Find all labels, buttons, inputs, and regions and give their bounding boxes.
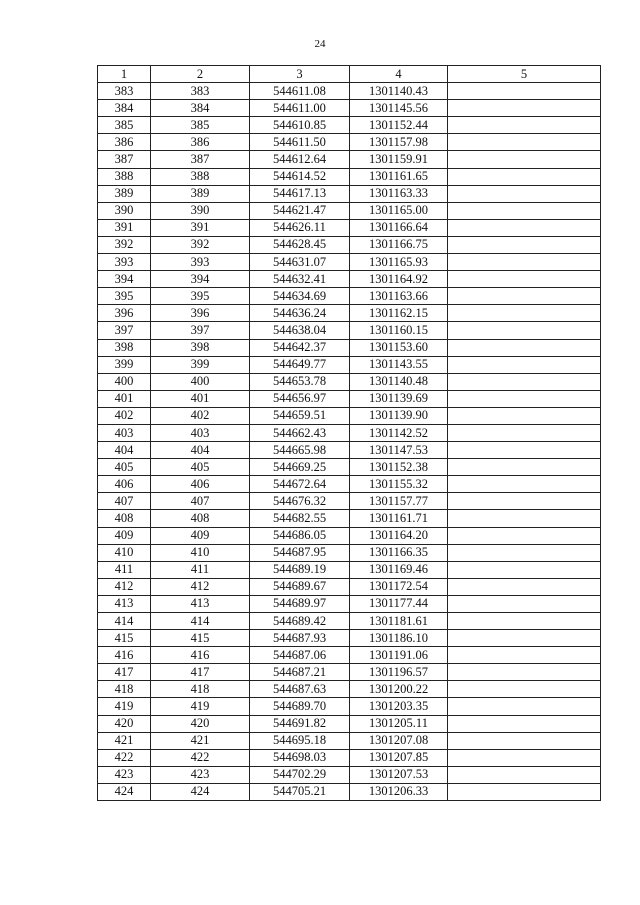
- page-number: 24: [314, 38, 326, 50]
- note-cell: [448, 100, 601, 117]
- point-number-cell: 390: [98, 202, 151, 219]
- point-number-cell: 393: [98, 254, 151, 271]
- vertex-number-cell: 390: [151, 202, 250, 219]
- x-coordinate-cell: 544653.78: [250, 373, 350, 390]
- table-row: [98, 322, 601, 339]
- point-number-cell: 396: [98, 305, 151, 322]
- table-row: [98, 578, 601, 595]
- note-cell: [448, 647, 601, 664]
- note-cell: [448, 613, 601, 630]
- table-row: [98, 236, 601, 253]
- x-coordinate-cell: 544689.19: [250, 561, 350, 578]
- point-number-cell: 392: [98, 236, 151, 253]
- y-coordinate-cell: 1301207.08: [350, 732, 448, 749]
- vertex-number-cell: 422: [151, 749, 250, 766]
- note-cell: [448, 732, 601, 749]
- table-row: [98, 100, 601, 117]
- x-coordinate-cell: 544628.45: [250, 236, 350, 253]
- x-coordinate-cell: 544610.85: [250, 117, 350, 134]
- table-row: [98, 476, 601, 493]
- point-number-cell: 420: [98, 715, 151, 732]
- vertex-number-cell: 421: [151, 732, 250, 749]
- point-number-cell: 394: [98, 271, 151, 288]
- y-coordinate-cell: 1301200.22: [350, 681, 448, 698]
- vertex-number-cell: 405: [151, 459, 250, 476]
- point-number-cell: 407: [98, 493, 151, 510]
- note-cell: [448, 595, 601, 612]
- point-number-cell: 384: [98, 100, 151, 117]
- point-number-cell: 386: [98, 134, 151, 151]
- vertex-number-cell: 423: [151, 766, 250, 783]
- y-coordinate-cell: 1301191.06: [350, 647, 448, 664]
- column-header-4: 4: [350, 66, 448, 83]
- y-coordinate-cell: 1301169.46: [350, 561, 448, 578]
- note-cell: [448, 442, 601, 459]
- point-number-cell: 401: [98, 390, 151, 407]
- table-row: [98, 681, 601, 698]
- point-number-cell: 398: [98, 339, 151, 356]
- point-number-cell: 419: [98, 698, 151, 715]
- y-coordinate-cell: 1301145.56: [350, 100, 448, 117]
- x-coordinate-cell: 544676.32: [250, 493, 350, 510]
- table-body: [98, 83, 601, 801]
- table-row: [98, 749, 601, 766]
- vertex-number-cell: 385: [151, 117, 250, 134]
- y-coordinate-cell: 1301207.53: [350, 766, 448, 783]
- table-row: [98, 595, 601, 612]
- note-cell: [448, 271, 601, 288]
- table-row: [98, 424, 601, 441]
- column-header-1: 1: [98, 66, 151, 83]
- point-number-cell: 413: [98, 595, 151, 612]
- x-coordinate-cell: 544611.00: [250, 100, 350, 117]
- x-coordinate-cell: 544687.63: [250, 681, 350, 698]
- coordinates-table: [97, 65, 601, 801]
- vertex-number-cell: 395: [151, 288, 250, 305]
- point-number-cell: 416: [98, 647, 151, 664]
- table-row: [98, 151, 601, 168]
- y-coordinate-cell: 1301159.91: [350, 151, 448, 168]
- vertex-number-cell: 419: [151, 698, 250, 715]
- y-coordinate-cell: 1301152.44: [350, 117, 448, 134]
- point-number-cell: 387: [98, 151, 151, 168]
- table-row: [98, 83, 601, 100]
- x-coordinate-cell: 544689.67: [250, 578, 350, 595]
- table-row: [98, 544, 601, 561]
- point-number-cell: 410: [98, 544, 151, 561]
- vertex-number-cell: 398: [151, 339, 250, 356]
- point-number-cell: 403: [98, 424, 151, 441]
- vertex-number-cell: 400: [151, 373, 250, 390]
- vertex-number-cell: 384: [151, 100, 250, 117]
- vertex-number-cell: 391: [151, 219, 250, 236]
- table-row: [98, 219, 601, 236]
- y-coordinate-cell: 1301140.48: [350, 373, 448, 390]
- note-cell: [448, 630, 601, 647]
- table-row: [98, 202, 601, 219]
- x-coordinate-cell: 544672.64: [250, 476, 350, 493]
- point-number-cell: 400: [98, 373, 151, 390]
- table-row: [98, 305, 601, 322]
- table-row: [98, 664, 601, 681]
- vertex-number-cell: 407: [151, 493, 250, 510]
- y-coordinate-cell: 1301161.71: [350, 510, 448, 527]
- note-cell: [448, 288, 601, 305]
- point-number-cell: 406: [98, 476, 151, 493]
- y-coordinate-cell: 1301203.35: [350, 698, 448, 715]
- table-row: [98, 390, 601, 407]
- table-row: [98, 613, 601, 630]
- vertex-number-cell: 383: [151, 83, 250, 100]
- point-number-cell: 418: [98, 681, 151, 698]
- table-row: [98, 185, 601, 202]
- vertex-number-cell: 412: [151, 578, 250, 595]
- table-row: [98, 339, 601, 356]
- x-coordinate-cell: 544689.97: [250, 595, 350, 612]
- point-number-cell: 412: [98, 578, 151, 595]
- column-header-3: 3: [250, 66, 350, 83]
- point-number-cell: 391: [98, 219, 151, 236]
- x-coordinate-cell: 544687.93: [250, 630, 350, 647]
- table-row: [98, 561, 601, 578]
- point-number-cell: 389: [98, 185, 151, 202]
- vertex-number-cell: 397: [151, 322, 250, 339]
- note-cell: [448, 544, 601, 561]
- note-cell: [448, 476, 601, 493]
- y-coordinate-cell: 1301140.43: [350, 83, 448, 100]
- note-cell: [448, 305, 601, 322]
- point-number-cell: 423: [98, 766, 151, 783]
- x-coordinate-cell: 544656.97: [250, 390, 350, 407]
- note-cell: [448, 83, 601, 100]
- x-coordinate-cell: 544631.07: [250, 254, 350, 271]
- x-coordinate-cell: 544665.98: [250, 442, 350, 459]
- vertex-number-cell: 413: [151, 595, 250, 612]
- vertex-number-cell: 387: [151, 151, 250, 168]
- table-header-row: [98, 66, 601, 83]
- y-coordinate-cell: 1301161.65: [350, 168, 448, 185]
- x-coordinate-cell: 544687.21: [250, 664, 350, 681]
- y-coordinate-cell: 1301155.32: [350, 476, 448, 493]
- table-row: [98, 271, 601, 288]
- table-row: [98, 373, 601, 390]
- table-row: [98, 442, 601, 459]
- point-number-cell: 408: [98, 510, 151, 527]
- y-coordinate-cell: 1301164.20: [350, 527, 448, 544]
- note-cell: [448, 356, 601, 373]
- note-cell: [448, 373, 601, 390]
- x-coordinate-cell: 544669.25: [250, 459, 350, 476]
- vertex-number-cell: 414: [151, 613, 250, 630]
- x-coordinate-cell: 544687.06: [250, 647, 350, 664]
- x-coordinate-cell: 544695.18: [250, 732, 350, 749]
- x-coordinate-cell: 544611.50: [250, 134, 350, 151]
- y-coordinate-cell: 1301153.60: [350, 339, 448, 356]
- y-coordinate-cell: 1301164.92: [350, 271, 448, 288]
- table-row: [98, 715, 601, 732]
- table-row: [98, 766, 601, 783]
- note-cell: [448, 527, 601, 544]
- x-coordinate-cell: 544617.13: [250, 185, 350, 202]
- x-coordinate-cell: 544626.11: [250, 219, 350, 236]
- note-cell: [448, 698, 601, 715]
- vertex-number-cell: 416: [151, 647, 250, 664]
- note-cell: [448, 151, 601, 168]
- x-coordinate-cell: 544698.03: [250, 749, 350, 766]
- vertex-number-cell: 403: [151, 424, 250, 441]
- x-coordinate-cell: 544682.55: [250, 510, 350, 527]
- table-row: [98, 459, 601, 476]
- x-coordinate-cell: 544638.04: [250, 322, 350, 339]
- note-cell: [448, 664, 601, 681]
- note-cell: [448, 322, 601, 339]
- table-row: [98, 288, 601, 305]
- vertex-number-cell: 418: [151, 681, 250, 698]
- vertex-number-cell: 386: [151, 134, 250, 151]
- point-number-cell: 415: [98, 630, 151, 647]
- point-number-cell: 404: [98, 442, 151, 459]
- vertex-number-cell: 396: [151, 305, 250, 322]
- x-coordinate-cell: 544634.69: [250, 288, 350, 305]
- note-cell: [448, 202, 601, 219]
- note-cell: [448, 407, 601, 424]
- x-coordinate-cell: 544636.24: [250, 305, 350, 322]
- y-coordinate-cell: 1301163.33: [350, 185, 448, 202]
- table-row: [98, 356, 601, 373]
- x-coordinate-cell: 544611.08: [250, 83, 350, 100]
- y-coordinate-cell: 1301160.15: [350, 322, 448, 339]
- table-row: [98, 168, 601, 185]
- note-cell: [448, 339, 601, 356]
- point-number-cell: 385: [98, 117, 151, 134]
- point-number-cell: 383: [98, 83, 151, 100]
- y-coordinate-cell: 1301157.98: [350, 134, 448, 151]
- x-coordinate-cell: 544642.37: [250, 339, 350, 356]
- vertex-number-cell: 409: [151, 527, 250, 544]
- note-cell: [448, 424, 601, 441]
- note-cell: [448, 459, 601, 476]
- note-cell: [448, 185, 601, 202]
- point-number-cell: 388: [98, 168, 151, 185]
- y-coordinate-cell: 1301166.64: [350, 219, 448, 236]
- vertex-number-cell: 417: [151, 664, 250, 681]
- vertex-number-cell: 401: [151, 390, 250, 407]
- point-number-cell: 417: [98, 664, 151, 681]
- y-coordinate-cell: 1301186.10: [350, 630, 448, 647]
- point-number-cell: 411: [98, 561, 151, 578]
- x-coordinate-cell: 544614.52: [250, 168, 350, 185]
- point-number-cell: 399: [98, 356, 151, 373]
- table-row: [98, 254, 601, 271]
- point-number-cell: 397: [98, 322, 151, 339]
- x-coordinate-cell: 544686.05: [250, 527, 350, 544]
- point-number-cell: 421: [98, 732, 151, 749]
- vertex-number-cell: 415: [151, 630, 250, 647]
- y-coordinate-cell: 1301205.11: [350, 715, 448, 732]
- y-coordinate-cell: 1301177.44: [350, 595, 448, 612]
- vertex-number-cell: 389: [151, 185, 250, 202]
- note-cell: [448, 236, 601, 253]
- y-coordinate-cell: 1301207.85: [350, 749, 448, 766]
- table-row: [98, 630, 601, 647]
- note-cell: [448, 578, 601, 595]
- vertex-number-cell: 420: [151, 715, 250, 732]
- x-coordinate-cell: 544621.47: [250, 202, 350, 219]
- x-coordinate-cell: 544702.29: [250, 766, 350, 783]
- note-cell: [448, 134, 601, 151]
- vertex-number-cell: 393: [151, 254, 250, 271]
- point-number-cell: 424: [98, 783, 151, 800]
- vertex-number-cell: 394: [151, 271, 250, 288]
- x-coordinate-cell: 544691.82: [250, 715, 350, 732]
- table-row: [98, 510, 601, 527]
- y-coordinate-cell: 1301166.75: [350, 236, 448, 253]
- table-row: [98, 783, 601, 800]
- note-cell: [448, 390, 601, 407]
- note-cell: [448, 681, 601, 698]
- vertex-number-cell: 408: [151, 510, 250, 527]
- y-coordinate-cell: 1301206.33: [350, 783, 448, 800]
- y-coordinate-cell: 1301166.35: [350, 544, 448, 561]
- note-cell: [448, 715, 601, 732]
- table-row: [98, 493, 601, 510]
- note-cell: [448, 766, 601, 783]
- vertex-number-cell: 388: [151, 168, 250, 185]
- y-coordinate-cell: 1301196.57: [350, 664, 448, 681]
- vertex-number-cell: 406: [151, 476, 250, 493]
- note-cell: [448, 783, 601, 800]
- note-cell: [448, 168, 601, 185]
- note-cell: [448, 510, 601, 527]
- vertex-number-cell: 404: [151, 442, 250, 459]
- y-coordinate-cell: 1301162.15: [350, 305, 448, 322]
- x-coordinate-cell: 544612.64: [250, 151, 350, 168]
- point-number-cell: 414: [98, 613, 151, 630]
- x-coordinate-cell: 544649.77: [250, 356, 350, 373]
- y-coordinate-cell: 1301142.52: [350, 424, 448, 441]
- vertex-number-cell: 399: [151, 356, 250, 373]
- x-coordinate-cell: 544689.70: [250, 698, 350, 715]
- y-coordinate-cell: 1301139.69: [350, 390, 448, 407]
- note-cell: [448, 117, 601, 134]
- x-coordinate-cell: 544689.42: [250, 613, 350, 630]
- x-coordinate-cell: 544662.43: [250, 424, 350, 441]
- y-coordinate-cell: 1301165.93: [350, 254, 448, 271]
- vertex-number-cell: 411: [151, 561, 250, 578]
- y-coordinate-cell: 1301152.38: [350, 459, 448, 476]
- note-cell: [448, 493, 601, 510]
- y-coordinate-cell: 1301157.77: [350, 493, 448, 510]
- x-coordinate-cell: 544705.21: [250, 783, 350, 800]
- vertex-number-cell: 392: [151, 236, 250, 253]
- y-coordinate-cell: 1301139.90: [350, 407, 448, 424]
- point-number-cell: 395: [98, 288, 151, 305]
- note-cell: [448, 219, 601, 236]
- y-coordinate-cell: 1301181.61: [350, 613, 448, 630]
- point-number-cell: 405: [98, 459, 151, 476]
- table-row: [98, 407, 601, 424]
- table-row: [98, 732, 601, 749]
- vertex-number-cell: 410: [151, 544, 250, 561]
- point-number-cell: 422: [98, 749, 151, 766]
- y-coordinate-cell: 1301165.00: [350, 202, 448, 219]
- table-row: [98, 698, 601, 715]
- note-cell: [448, 749, 601, 766]
- y-coordinate-cell: 1301143.55: [350, 356, 448, 373]
- table-row: [98, 134, 601, 151]
- x-coordinate-cell: 544632.41: [250, 271, 350, 288]
- point-number-cell: 409: [98, 527, 151, 544]
- column-header-2: 2: [151, 66, 250, 83]
- note-cell: [448, 254, 601, 271]
- vertex-number-cell: 424: [151, 783, 250, 800]
- note-cell: [448, 561, 601, 578]
- table-row: [98, 117, 601, 134]
- y-coordinate-cell: 1301172.54: [350, 578, 448, 595]
- point-number-cell: 402: [98, 407, 151, 424]
- table-row: [98, 527, 601, 544]
- y-coordinate-cell: 1301147.53: [350, 442, 448, 459]
- y-coordinate-cell: 1301163.66: [350, 288, 448, 305]
- x-coordinate-cell: 544687.95: [250, 544, 350, 561]
- x-coordinate-cell: 544659.51: [250, 407, 350, 424]
- column-header-5: 5: [448, 66, 601, 83]
- vertex-number-cell: 402: [151, 407, 250, 424]
- table-row: [98, 647, 601, 664]
